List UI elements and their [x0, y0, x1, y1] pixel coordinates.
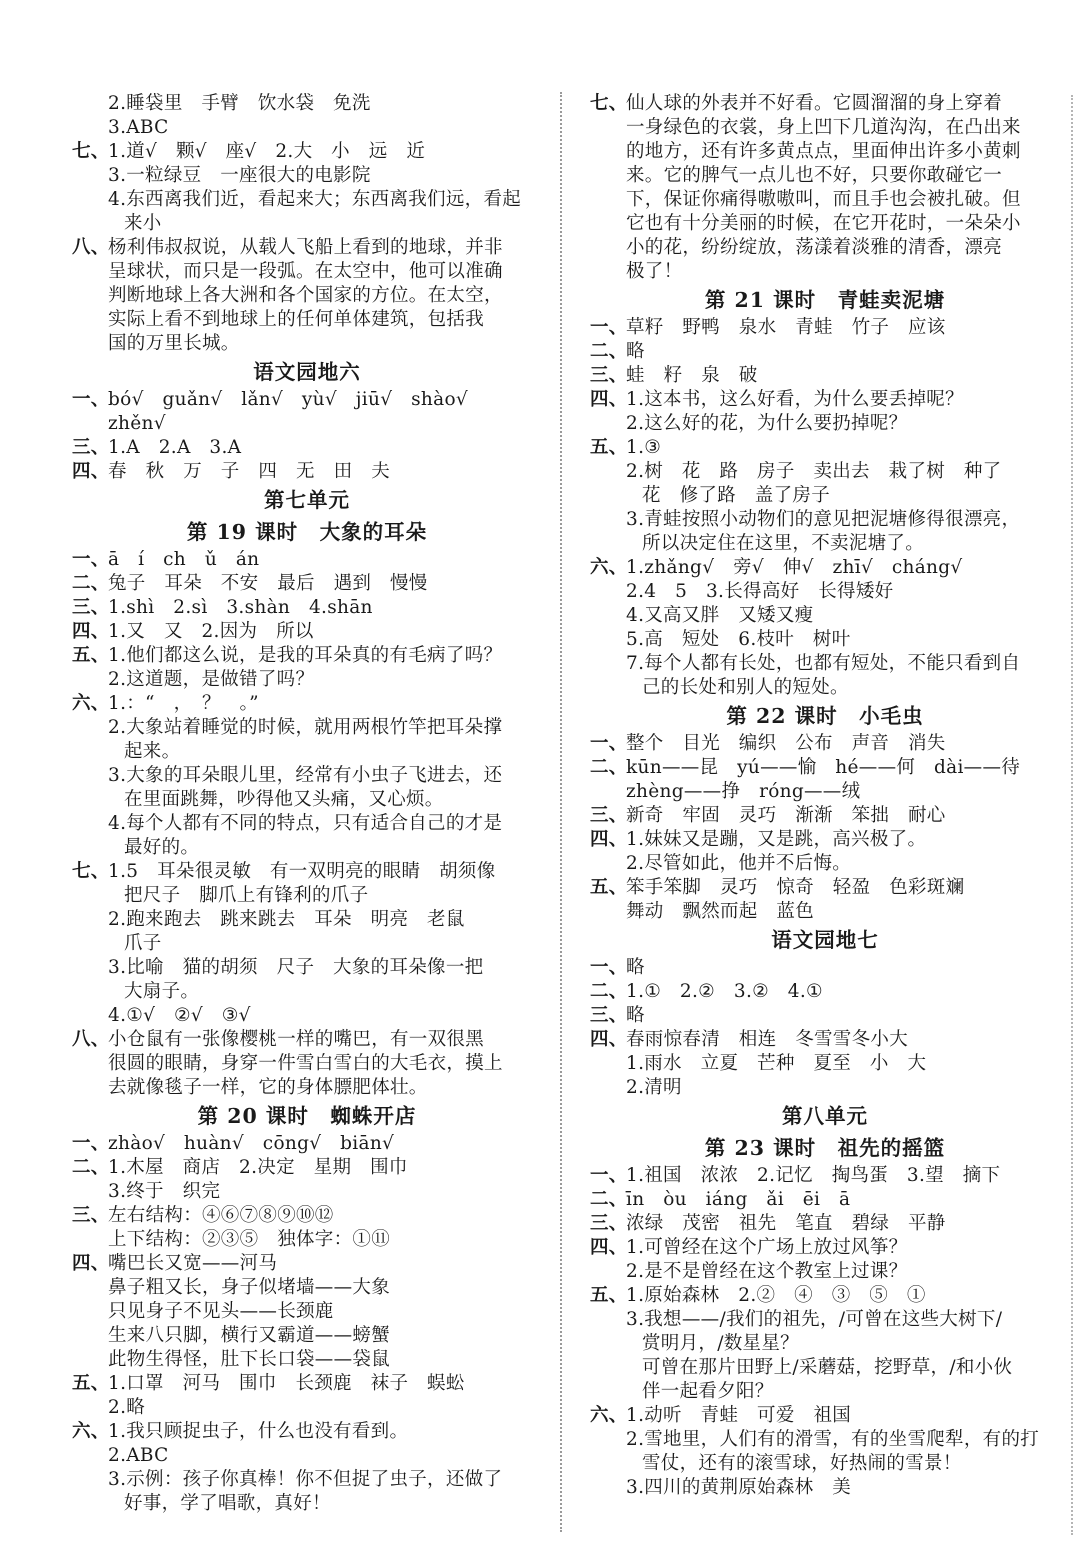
answer-text: 起来。	[124, 741, 181, 762]
question-number: 七、	[72, 861, 110, 882]
answer-line	[590, 1332, 1060, 1356]
answer-text: 国的万里长城。	[108, 333, 240, 354]
question-number: 二、	[590, 1189, 628, 1210]
right-column	[590, 92, 1060, 1500]
answer-text: 2.睡袋里 手臂 饮水袋 免洗	[108, 93, 371, 114]
answer-line	[72, 1444, 542, 1468]
answer-line	[72, 860, 542, 884]
answer-text: 5.高 短处 6.枝叶 树叶	[626, 629, 851, 650]
answer-line	[590, 804, 1060, 828]
answer-text: kūn——昆 yú——愉 hé——何 dài——待	[626, 757, 1021, 778]
answer-line	[72, 1132, 542, 1156]
answer-text: 呈球状，而只是一段弧。在太空中，他可以准确	[108, 261, 503, 282]
answer-text: 1.道√ 颗√ 座√ 2.大 小 远 近	[108, 141, 426, 162]
answer-line	[590, 92, 1060, 116]
question-number: 七、	[72, 141, 110, 162]
answer-line	[590, 604, 1060, 628]
question-number: 六、	[590, 1405, 628, 1426]
question-number: 二、	[72, 1157, 110, 1178]
answer-line	[590, 1356, 1060, 1380]
answer-text: ā í ch ǔ án	[108, 549, 260, 570]
answer-line	[590, 676, 1060, 700]
answer-text: 爪子	[124, 933, 162, 954]
section-heading: 语文园地七	[771, 928, 879, 952]
answer-line	[590, 236, 1060, 260]
answer-line	[72, 388, 542, 412]
answer-line	[590, 956, 1060, 980]
answer-line	[72, 884, 542, 908]
answer-text: 上下结构：②③⑤ 独体字：①⑪	[108, 1229, 391, 1250]
answer-line	[72, 668, 542, 692]
answer-line	[72, 692, 542, 716]
answer-text: 1.zhǎng√ 旁√ 伸√ zhī√ cháng√	[626, 557, 963, 578]
answer-text: 1.shì 2.sì 3.shàn 4.shān	[108, 597, 373, 618]
answer-line	[590, 1004, 1060, 1028]
answer-text: 略	[626, 1005, 645, 1026]
answer-line	[72, 332, 542, 356]
answer-text: 略	[626, 341, 645, 362]
answer-line	[72, 956, 542, 980]
answer-line	[72, 812, 542, 836]
answer-line	[590, 556, 1060, 580]
question-number: 二、	[590, 757, 628, 778]
question-number: 二、	[590, 341, 628, 362]
answer-line	[590, 828, 1060, 852]
answer-line	[590, 852, 1060, 876]
answer-text: 4.每个人都有不同的特点，只有适合自己的才是	[108, 813, 503, 834]
answer-text: 小的花，纷纷绽放，荡漾着淡雅的清香，漂亮	[626, 237, 1003, 258]
answer-line	[72, 572, 542, 596]
answer-line	[590, 1164, 1060, 1188]
question-number: 五、	[590, 877, 628, 898]
answer-text: 的地方，还有许多黄点点，里面伸出许多小黄刺	[626, 141, 1021, 162]
answer-text: 2.这道题，是做错了吗？	[108, 669, 315, 690]
page-edge-divider	[1071, 95, 1073, 1535]
answer-line	[72, 596, 542, 620]
answer-line	[590, 140, 1060, 164]
column-divider	[560, 92, 562, 1532]
answer-line	[72, 1420, 542, 1444]
answer-line	[72, 1156, 542, 1180]
answer-text: 此物生得怪，肚下长口袋——袋鼠	[108, 1349, 391, 1370]
answer-line	[72, 188, 542, 212]
answer-text: 1.5 耳朵很灵敏 有一双明亮的眼睛 胡须像	[108, 861, 496, 882]
answer-text: 1.可曾经在这个广场上放过风筝？	[626, 1237, 908, 1258]
question-number: 七、	[590, 93, 628, 114]
question-number: 一、	[590, 1165, 628, 1186]
answer-text: 3.终于 织完	[108, 1181, 221, 1202]
answer-line	[72, 1228, 542, 1252]
answer-text: 3.ABC	[108, 117, 169, 138]
answer-line	[72, 1492, 542, 1516]
answer-line	[590, 652, 1060, 676]
answer-text: 春雨惊春清 相连 冬雪雪冬小大	[626, 1029, 909, 1050]
answer-line	[590, 1452, 1060, 1476]
answer-text: 2.清明	[626, 1077, 682, 1098]
question-number: 四、	[72, 1253, 110, 1274]
answer-text: zhào√ huàn√ cōng√ biān√	[108, 1133, 395, 1154]
answer-line	[590, 260, 1060, 284]
answer-text: 下，保证你痛得嗷嗷叫，而且手也会被扎破。但	[626, 189, 1021, 210]
answer-text: 1.这本书，这么好看，为什么要丢掉呢？	[626, 389, 964, 410]
answer-text: 1.原始森林 2.② ④ ③ ⑤ ①	[626, 1285, 926, 1306]
question-number: 三、	[590, 1005, 628, 1026]
answer-text: 春 秋 万 子 四 无 田 夫	[108, 461, 391, 482]
question-number: 四、	[590, 1029, 628, 1050]
answer-text: 2.略	[108, 1397, 146, 1418]
answer-line	[72, 788, 542, 812]
answer-line	[72, 260, 542, 284]
answer-text: 很圆的眼睛，身穿一件雪白雪白的大毛衣，摸上	[108, 1053, 503, 1074]
answer-text: 4.东西离我们近，看起来大；东西离我们远，看起	[108, 189, 522, 210]
answer-line	[590, 900, 1060, 924]
answer-line	[590, 212, 1060, 236]
answer-text: 雪仗，还有的滚雪球，好热闹的雪景！	[642, 1453, 962, 1474]
answer-text: 1.祖国 浓浓 2.记忆 掏鸟蛋 3.望 摘下	[626, 1165, 1001, 1186]
answer-line	[590, 1476, 1060, 1500]
answer-text: 2.是不是曾经在这个教室上过课？	[626, 1261, 908, 1282]
answer-text: 杨利伟叔叔说，从载人飞船上看到的地球，并非	[108, 237, 503, 258]
answer-text: 3.四川的黄荆原始森林 美	[626, 1477, 852, 1498]
answer-text: 最好的。	[124, 837, 200, 858]
answer-line	[590, 1236, 1060, 1260]
answer-line	[590, 876, 1060, 900]
answer-text: zhěn√	[108, 413, 166, 434]
answer-text: 1.我只顾捉虫子，什么也没有看到。	[108, 1421, 409, 1442]
answer-text: 赏明月，/数星星？	[642, 1333, 799, 1354]
question-number: 五、	[72, 645, 110, 666]
answer-text: 4.又高又胖 又矮又瘦	[626, 605, 814, 626]
answer-text: 笨手笨脚 灵巧 惊奇 轻盈 色彩斑斓	[626, 877, 965, 898]
answer-text: 2.4 5 3.长得高好 长得矮好	[626, 581, 894, 602]
question-number: 二、	[590, 981, 628, 1002]
question-number: 五、	[590, 1285, 628, 1306]
answer-line	[72, 1468, 542, 1492]
answer-line	[590, 1076, 1060, 1100]
answer-text: 把尺子 脚爪上有锋利的爪子	[124, 885, 369, 906]
answer-line	[590, 628, 1060, 652]
answer-line	[590, 532, 1060, 556]
answer-line	[72, 1052, 542, 1076]
answer-text: 在里面跳舞，吵得他又头痛，又心烦。	[124, 789, 444, 810]
answer-line	[590, 484, 1060, 508]
answer-text: 去就像毯子一样，它的身体膘肥体壮。	[108, 1077, 428, 1098]
answer-line	[72, 1276, 542, 1300]
answer-text: 伴一起看夕阳？	[642, 1381, 774, 1402]
answer-line	[590, 116, 1060, 140]
question-number: 三、	[590, 365, 628, 386]
question-number: 三、	[72, 1205, 110, 1226]
answer-text: 3.我想——/我们的祖先，/可曾在这些大树下/	[626, 1309, 1003, 1330]
answer-text: 1.口罩 河马 围巾 长颈鹿 袜子 蜈蚣	[108, 1373, 465, 1394]
answer-line	[590, 188, 1060, 212]
answer-line	[72, 908, 542, 932]
question-number: 一、	[72, 1133, 110, 1154]
answer-line	[72, 620, 542, 644]
answer-line	[72, 284, 542, 308]
question-number: 五、	[72, 1373, 110, 1394]
answer-line	[72, 1324, 542, 1348]
answer-line	[590, 460, 1060, 484]
answer-line	[72, 460, 542, 484]
answer-text: 2.这么好的花，为什么要扔掉呢？	[626, 413, 908, 434]
answer-line	[590, 388, 1060, 412]
answer-text: 2.跑来跑去 跳来跳去 耳朵 明亮 老鼠	[108, 909, 465, 930]
answer-text: 小仓鼠有一张像樱桃一样的嘴巴，有一双很黑	[108, 1029, 485, 1050]
answer-text: 7.每个人都有长处，也都有短处，不能只看到自	[626, 653, 1021, 674]
answer-text: 2.ABC	[108, 1445, 169, 1466]
section-heading: 第七单元	[264, 488, 350, 512]
answer-text: bó√ guǎn√ lǎn√ yù√ jiū√ shào√	[108, 389, 468, 410]
answer-line	[590, 1308, 1060, 1332]
answer-line	[72, 644, 542, 668]
answer-text: 可曾在那片田野上/采蘑菇，挖野草，/和小伙	[642, 1357, 1013, 1378]
answer-text: 草籽 野鸭 泉水 青蛙 竹子 应该	[626, 317, 946, 338]
answer-text: 一身绿色的衣裳，身上凹下几道沟沟，在凸出来	[626, 117, 1021, 138]
answer-line	[590, 1428, 1060, 1452]
answer-text: zhèng——挣 róng——绒	[626, 781, 861, 802]
answer-text: 新奇 牢固 灵巧 渐渐 笨拙 耐心	[626, 805, 946, 826]
answer-line	[590, 364, 1060, 388]
answer-line	[72, 740, 542, 764]
answer-text: 嘴巴长又宽——河马	[108, 1253, 278, 1274]
answer-text: 3.示例：孩子你真棒！你不但捉了虫子，还做了	[108, 1469, 503, 1490]
section-heading: 第 22 课时 小毛虫	[726, 704, 924, 728]
answer-line	[72, 1076, 542, 1100]
answer-line	[72, 1028, 542, 1052]
answer-line	[590, 1212, 1060, 1236]
answer-line	[72, 1252, 542, 1276]
answer-text: 只见身子不见头——长颈鹿	[108, 1301, 334, 1322]
answer-line	[590, 756, 1060, 780]
answer-text: 1.妹妹又是蹦，又是跳，高兴极了。	[626, 829, 927, 850]
question-number: 四、	[72, 621, 110, 642]
answer-text: 4.①√ ②√ ③√	[108, 1005, 251, 1026]
answer-text: 生来八只脚，横行又霸道——螃蟹	[108, 1325, 391, 1346]
answer-text: 整个 目光 编织 公布 声音 消失	[626, 733, 946, 754]
answer-line	[72, 412, 542, 436]
answer-line	[72, 436, 542, 460]
answer-text: 1.雨水 立夏 芒种 夏至 小 大	[626, 1053, 927, 1074]
answer-text: 1.③	[626, 437, 662, 458]
answer-line	[590, 412, 1060, 436]
answer-line	[590, 436, 1060, 460]
answer-line	[72, 116, 542, 140]
answer-line	[590, 1284, 1060, 1308]
answer-line	[72, 980, 542, 1004]
answer-text: 极了！	[626, 261, 683, 282]
answer-line	[72, 308, 542, 332]
answer-line	[590, 316, 1060, 340]
question-number: 六、	[590, 557, 628, 578]
answer-text: 2.大象站着睡觉的时候，就用两根竹竿把耳朵撑	[108, 717, 503, 738]
answer-text: īn òu iáng ǎi ēi ā	[626, 1189, 851, 1210]
question-number: 一、	[72, 389, 110, 410]
answer-text: 1.动听 青蛙 可爱 祖国	[626, 1405, 852, 1426]
answer-line	[72, 164, 542, 188]
answer-line	[72, 1300, 542, 1324]
answer-line	[590, 1404, 1060, 1428]
question-number: 六、	[72, 693, 110, 714]
answer-text: 浓绿 茂密 祖先 笔直 碧绿 平静	[626, 1213, 946, 1234]
answer-text: 大扇子。	[124, 981, 200, 1002]
question-number: 一、	[590, 957, 628, 978]
answer-line	[72, 212, 542, 236]
answer-line	[590, 980, 1060, 1004]
answer-text: 1.又 又 2.因为 所以	[108, 621, 314, 642]
answer-line	[72, 764, 542, 788]
question-number: 八、	[72, 237, 110, 258]
section-heading: 语文园地六	[253, 360, 361, 384]
answer-text: 所以决定住在这里，不卖泥塘了。	[642, 533, 925, 554]
answer-text: 判断地球上各大洲和各个国家的方位。在太空，	[108, 285, 503, 306]
answer-text: 2.树 花 路 房子 卖出去 栽了树 种了	[626, 461, 1002, 482]
answer-text: 2.雪地里，人们有的滑雪，有的坐雪爬犁，有的打	[626, 1429, 1040, 1450]
question-number: 三、	[590, 805, 628, 826]
answer-text: 3.比喻 猫的胡须 尺子 大象的耳朵像一把	[108, 957, 484, 978]
answer-line	[72, 1348, 542, 1372]
answer-text: 好事，学了唱歌，真好！	[124, 1493, 331, 1514]
answer-text: 花 修了路 盖了房子	[642, 485, 831, 506]
section-heading: 第 21 课时 青蛙卖泥塘	[704, 288, 946, 312]
answer-line	[590, 1052, 1060, 1076]
question-number: 一、	[590, 317, 628, 338]
answer-line	[590, 1188, 1060, 1212]
answer-line	[72, 140, 542, 164]
answer-line	[590, 580, 1060, 604]
question-number: 四、	[590, 829, 628, 850]
answer-text: 3.一粒绿豆 一座很大的电影院	[108, 165, 371, 186]
section-heading: 第 19 课时 大象的耳朵	[186, 520, 428, 544]
answer-line	[72, 1004, 542, 1028]
answer-text: 兔子 耳朵 不安 最后 遇到 慢慢	[108, 573, 428, 594]
answer-line	[590, 1260, 1060, 1284]
section-heading: 第 20 课时 蜘蛛开店	[197, 1104, 417, 1128]
answer-line	[72, 236, 542, 260]
answer-line	[72, 1372, 542, 1396]
answer-line	[590, 780, 1060, 804]
answer-line	[72, 1396, 542, 1420]
answer-line	[72, 1204, 542, 1228]
question-number: 五、	[590, 437, 628, 458]
section-heading: 第八单元	[782, 1104, 868, 1128]
answer-text: 1.木屋 商店 2.决定 星期 围巾	[108, 1157, 408, 1178]
left-column	[72, 92, 542, 1516]
question-number: 一、	[72, 549, 110, 570]
answer-text: 1.A 2.A 3.A	[108, 437, 242, 458]
question-number: 一、	[590, 733, 628, 754]
answer-text: 它也有十分美丽的时候，在它开花时，一朵朵小	[626, 213, 1021, 234]
answer-line	[590, 508, 1060, 532]
answer-line	[72, 836, 542, 860]
answer-text: 来小	[124, 213, 162, 234]
answer-text: 2.尽管如此，他并不后悔。	[626, 853, 852, 874]
answer-line	[72, 92, 542, 116]
answer-text: 实际上看不到地球上的任何单体建筑，包括我	[108, 309, 485, 330]
answer-line	[590, 1380, 1060, 1404]
question-number: 二、	[72, 573, 110, 594]
answer-line	[72, 548, 542, 572]
question-number: 六、	[72, 1421, 110, 1442]
answer-text: 左右结构：④⑥⑦⑧⑨⑩⑫	[108, 1205, 334, 1226]
answer-line	[72, 932, 542, 956]
answer-text: 来。它的脾气一点儿也不好，只要你敢碰它一	[626, 165, 1003, 186]
answer-text: 1.① 2.② 3.② 4.①	[626, 981, 823, 1002]
question-number: 三、	[72, 597, 110, 618]
answer-text: 3.大象的耳朵眼儿里，经常有小虫子飞进去，还	[108, 765, 503, 786]
answer-line	[590, 732, 1060, 756]
answer-text: 仙人球的外表并不好看。它圆溜溜的身上穿着	[626, 93, 1003, 114]
question-number: 三、	[72, 437, 110, 458]
answer-line	[590, 1028, 1060, 1052]
question-number: 四、	[590, 389, 628, 410]
answer-text: 略	[626, 957, 645, 978]
answer-text: 舞动 飘然而起 蓝色	[626, 901, 815, 922]
question-number: 八、	[72, 1029, 110, 1050]
answer-text: 3.青蛙按照小动物们的意见把泥塘修得很漂亮，	[626, 509, 1021, 530]
answer-text: 1.他们都这么说，是我的耳朵真的有毛病了吗？	[108, 645, 503, 666]
answer-text: 鼻子粗又长，身子似堵墙——大象	[108, 1277, 391, 1298]
question-number: 四、	[590, 1237, 628, 1258]
answer-text: 蛙 籽 泉 破	[626, 365, 758, 386]
answer-line	[590, 340, 1060, 364]
question-number: 四、	[72, 461, 110, 482]
answer-text: 1.：“ ， ？ 。”	[108, 693, 259, 714]
answer-line	[72, 1180, 542, 1204]
question-number: 三、	[590, 1213, 628, 1234]
answer-text: 己的长处和别人的短处。	[642, 677, 849, 698]
section-heading: 第 23 课时 祖先的摇篮	[704, 1136, 946, 1160]
answer-line	[590, 164, 1060, 188]
answer-line	[72, 716, 542, 740]
